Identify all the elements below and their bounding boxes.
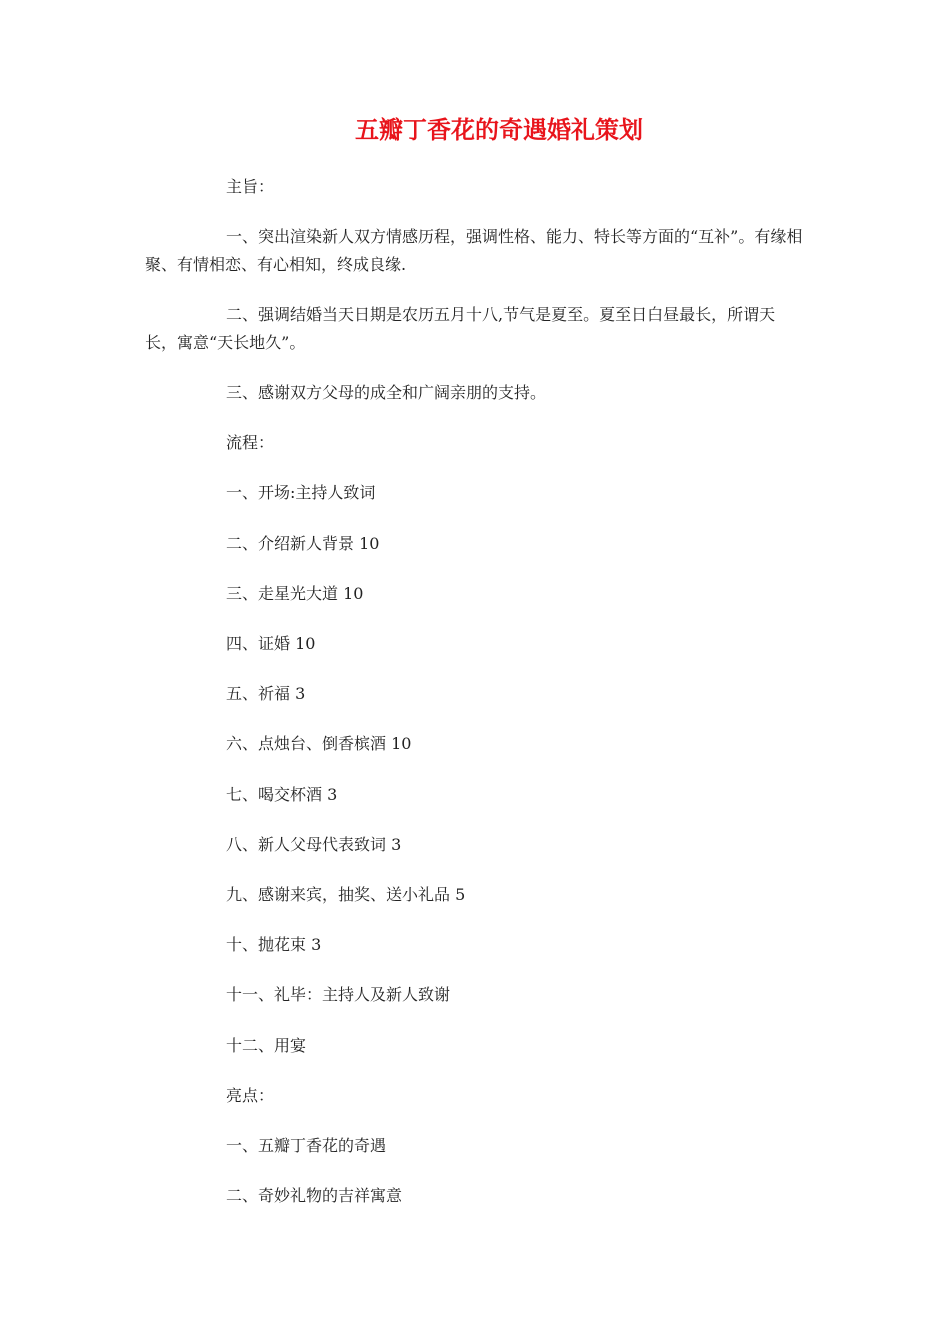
process-item-2: 二、介绍新人背景 10 [226, 534, 380, 553]
process-item-10: 十、抛花束 3 [226, 935, 322, 954]
process-item-11: 十一、礼毕：主持人及新人致谢 [226, 985, 451, 1004]
document-title: 五瓣丁香花的奇遇婚礼策划 [355, 115, 643, 144]
process-item-7: 七、喝交杯酒 3 [226, 785, 338, 804]
process-item-1: 一、开场:主持人致词 [226, 483, 376, 502]
highlight-item-1: 一、五瓣丁香花的奇遇 [226, 1136, 387, 1155]
process-item-5: 五、祈福 3 [226, 684, 306, 703]
purpose-item-2: 二、强调结婚当天日期是农历五月十八,节气是夏至。夏至日白昼最长，所谓天长，寓意“天长地久”。 [145, 305, 776, 352]
process-item-12: 十二、用宴 [226, 1036, 307, 1055]
process-item-8: 八、新人父母代表致词 3 [226, 835, 402, 854]
purpose-item-3: 三、感谢双方父母的成全和广阔亲朋的支持。 [226, 383, 547, 402]
process-heading: 流程： [226, 433, 275, 452]
highlight-heading: 亮点： [226, 1086, 275, 1105]
process-item-9: 九、感谢来宾，抽奖、送小礼品 5 [226, 885, 466, 904]
process-item-3: 三、走星光大道 10 [226, 584, 364, 603]
purpose-item-1: 一、突出渲染新人双方情感历程，强调性格、能力、特长等方面的“互补”。有缘相聚、有情相恋、有心相知，终成良缘. [145, 227, 803, 274]
process-item-6: 六、点烛台、倒香槟酒 10 [226, 734, 412, 753]
process-item-4: 四、证婚 10 [226, 634, 316, 653]
purpose-heading: 主旨： [226, 177, 275, 196]
highlight-item-2: 二、奇妙礼物的吉祥寓意 [226, 1186, 403, 1205]
